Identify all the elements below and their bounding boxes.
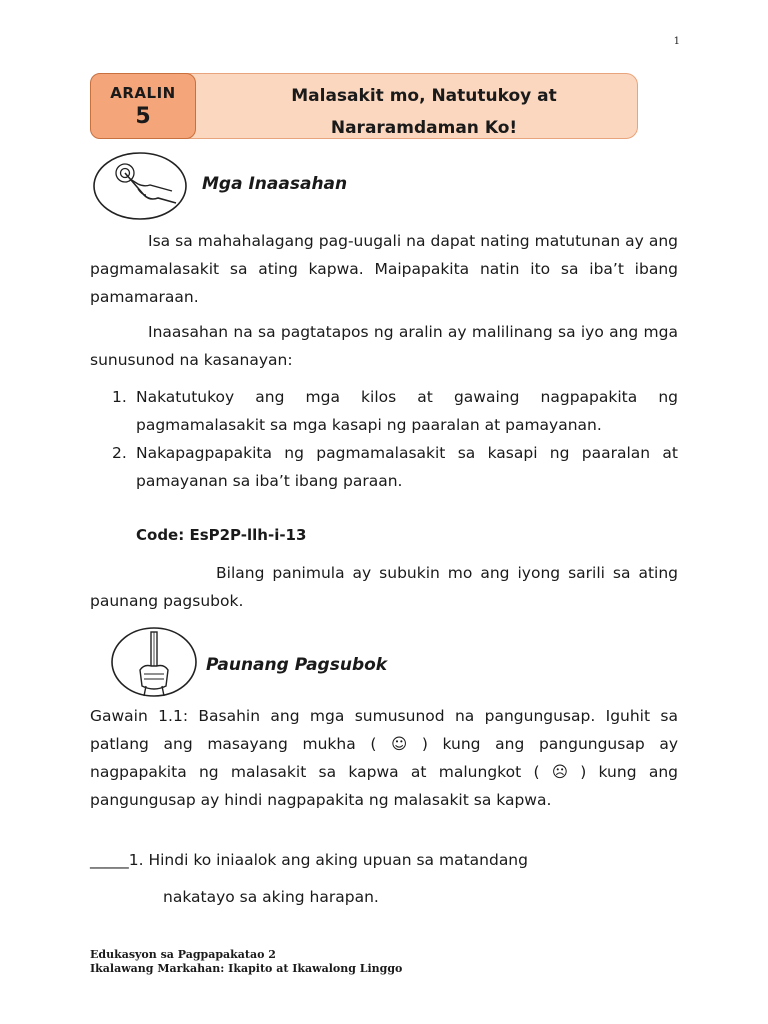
list-item	[112, 383, 678, 439]
test-item-1-line2: nakatayo sa aking harapan.	[163, 888, 379, 906]
test-item-1-line1: _____1. Hindi ko iniaalok ang aking upuan sa matandang	[90, 851, 528, 869]
footer	[90, 948, 402, 976]
list-item-text: Nakatutukoy ang mga kilos at gawaing nagpapakita ng pagmamalasakit sa mga kasapi ng paaralan at pamayanan.	[136, 388, 678, 434]
lesson-title-line1: Malasakit mo, Natutukoy at	[291, 86, 557, 106]
lesson-header	[90, 73, 638, 139]
aralin-label: ARALIN	[110, 84, 176, 102]
aralin-number: 5	[135, 104, 151, 129]
footer-subject: Edukasyon sa Pagpapakatao 2	[90, 948, 276, 961]
objectives-intro-paragraph: Inaasahan na sa pagtatapos ng aralin ay malilinang sa iyo ang mga sunusunod na kasanayan:	[90, 323, 678, 369]
list-item	[112, 439, 678, 495]
aralin-badge	[90, 73, 196, 139]
section-heading-paunang-pagsubok: Paunang Pagsubok	[206, 655, 388, 675]
pretest-intro-paragraph: Bilang panimula ay subukin mo ang iyong sarili sa ating paunang pagsubok.	[90, 564, 678, 610]
activity-instructions: Gawain 1.1: Basahin ang mga sumusunod na pangungusap. Iguhit sa patlang ang masayang mukha ( ☺ ) kung ang pangungusap ay nagpapakita ng malasakit sa kapwa at malungkot ( ☹ ) kung ang pangungusap ay hindi nagpapakita ng malasakit sa kapwa.	[90, 707, 678, 809]
hand-holding-pencil-icon	[110, 626, 200, 698]
list-item-number: 2.	[112, 444, 127, 462]
pointing-hand-icon	[92, 151, 188, 221]
section-heading-mga-inaasahan: Mga Inaasahan	[202, 174, 348, 194]
objectives-list	[112, 383, 678, 495]
list-item-text: Nakapagpapakita ng pagmamalasakit sa kasapi ng paaralan at pamayanan sa iba’t ibang paraan.	[136, 444, 678, 490]
competency-code: Code: EsP2P-llh-i-13	[136, 526, 307, 544]
page-number: 1	[673, 36, 680, 47]
lesson-title-line2: Nararamdaman Ko!	[330, 118, 518, 138]
list-item-number: 1.	[112, 388, 127, 406]
lesson-title	[221, 80, 627, 144]
footer-quarter: Ikalawang Markahan: Ikapito at Ikawalong Linggo	[90, 962, 403, 975]
intro-paragraph: Isa sa mahahalagang pag-uugali na dapat nating matutunan ay ang pagmamalasakit sa ating kapwa. Maipapakita natin ito sa iba’t ibang pamamaraan.	[90, 232, 678, 306]
